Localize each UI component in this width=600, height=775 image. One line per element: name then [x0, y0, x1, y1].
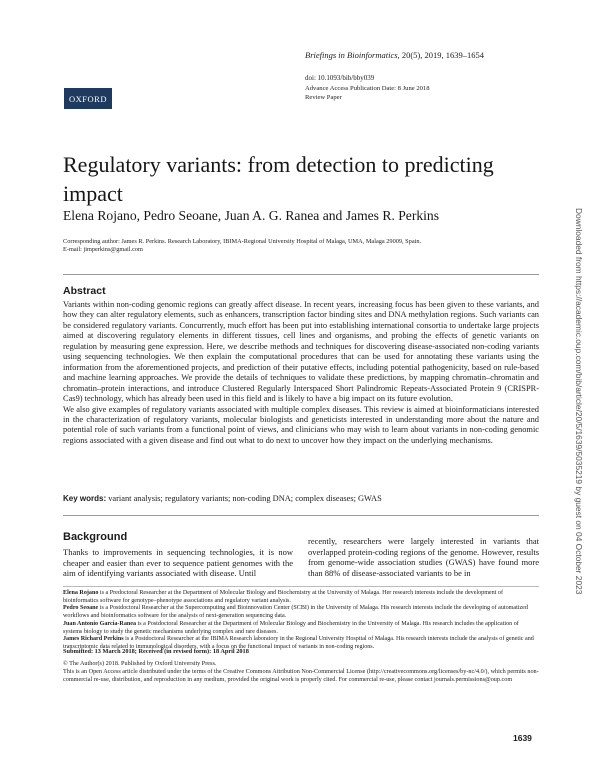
- bio-name: James Richard Perkins: [63, 636, 124, 643]
- background-column-1: Thanks to improvements in sequencing technologies, it is now cheaper and easier than ever to sequence patient genomes with the aim of identifying variants associated with disease. Until: [63, 547, 293, 579]
- bio: [63, 590, 539, 605]
- abstract-heading: Abstract: [63, 285, 106, 297]
- page-number: 1639: [513, 733, 532, 743]
- bio-text: is a Postdoctoral Researcher at the IBIMA Research laboratory in the Regional University Hospital of Malaga. His research interests include the analysis of genetic and transcriptomic data related to immunological disorders, with a focus on the functional impact of variants in non-coding regions.: [63, 636, 534, 650]
- background-column-2: recently, researchers were largely interested in variants that overlapped protein-coding regions of the genome. However, results from genome-wide association studies (GWAS) have found more than 88% of disease-associated variants to be in: [308, 536, 539, 578]
- divider: [63, 586, 539, 587]
- journal-name: Briefings in Bioinformatics,: [305, 50, 400, 60]
- download-note: Downloaded from https://academic.oup.com/bib/article/20/5/1639/5035219 by guest on 04 October 2023: [574, 208, 584, 595]
- bio-name: Juan Antonio García-Ranea: [63, 620, 137, 627]
- article-meta: [305, 74, 430, 103]
- copyright-line: © The Author(s) 2018. Published by Oxford University Press.: [63, 660, 217, 667]
- license-block: [63, 660, 539, 685]
- background-heading: Background: [63, 531, 128, 543]
- bio: [63, 605, 539, 620]
- keywords-text: variant analysis; regulatory variants; non-coding DNA; complex diseases; GWAS: [106, 494, 382, 503]
- doi[interactable]: doi: 10.1093/bib/bby039: [305, 74, 375, 82]
- license-text: This is an Open Access article distributed under the terms of the Creative Commons Attribution Non-Commercial License (http://creativecommons.org/licenses/by-nc/4.0/), which permits non-commercial re-use, distribution, and reproduction in any medium, provided the original work is properly cited. For commercial re-use, please contact journals.permissions@oup.com: [63, 668, 539, 684]
- journal-citation: [305, 50, 484, 60]
- divider: [63, 274, 539, 275]
- corresponding-address: Corresponding author: James R. Perkins. Research Laboratory, IBIMA-Regional University Hospital of Malaga, UMA, Malaga 29009, Spain.: [63, 238, 422, 245]
- bio-name: Pedro Seoane: [63, 605, 99, 612]
- keywords-label: Key words:: [63, 494, 107, 503]
- bio-name: Elena Rojano: [63, 590, 99, 596]
- bio-text: is a Postdoctoral Researcher at the Department of Molecular Biology and Biochemistry in the University of Malaga. His research includes the application of systems biology to study the genetic mechanisms underlying complex and rare diseases.: [63, 620, 519, 635]
- corresponding-email[interactable]: E-mail: jimperkins@gmail.com: [63, 246, 143, 254]
- advance-access-date: Advance Access Publication Date: 8 June 2018: [305, 84, 430, 92]
- article-title: Regulatory variants: from detection to predicting impact: [63, 152, 494, 206]
- divider: [63, 515, 539, 516]
- submission-dates: Submitted: 13 March 2018; Received (in revised form): 18 April 2018: [63, 648, 249, 655]
- abstract-paragraph-1: Variants within non-coding genomic regions can greatly affect disease. In recent years, increasing focus has been given to these variants, and how they can alter regulatory elements, such as enhancers, transcription factor binding sites and DNA methylation regions. Such variants can be considered regulatory variants. Concurrently, much effort has been put into establishing international consortia to undertake large projects aimed at discovering regulatory elements in different tissues, cell lines and organisms, and probing the effects of genetic variants on regulation by measuring gene expression. Here, we describe methods and techniques for discovering disease-associated non-coding variants using sequencing technologies. We then explain the computational procedures that can be used for annotating these variants using the information from the aforementioned projects, and prediction of their putative effects, including potential pathogenicity, based on rule-based and machine learning approaches. We provide the details of techniques to validate these predictions, by mapping chromatin–chromatin and chromatin–protein interactions, and introduce Clustered Regularly Interspaced Short Palindromic Repeats-Associated Protein 9 (CRISPR-Cas9) technology, which has already been used in this field and is likely to have a big impact on its future evolution.: [63, 300, 539, 404]
- journal-volume: 20(5), 2019, 1639–1654: [399, 50, 484, 60]
- bio-text: is a Postdoctoral Researcher at the Supercomputing and Bioinnovation Center (SCBI) in the University of Malaga. His research interests include the developing of automatized workflows and bioinformatics software for the analysis of next-generation sequencing data.: [63, 605, 528, 620]
- author-bios: [63, 590, 539, 652]
- download-watermark: [568, 208, 588, 678]
- corresponding-author: [63, 238, 533, 255]
- bio: [63, 621, 539, 636]
- keywords: [63, 494, 539, 504]
- abstract-body: [63, 300, 539, 446]
- oxford-logo: OXFORD: [64, 88, 112, 109]
- bio-text: is a Predoctoral Researcher at the Department of Molecular Biology and Biochemistry at the University of Malaga. Her research interests include the development of bioinformatics software for genotype–phenotype associations and regulatory variant analysis.: [63, 590, 503, 604]
- abstract-paragraph-2: We also give examples of regulatory variants associated with multiple complex diseases. This review is aimed at bioinformaticians interested in the characterization of regulatory variants, molecular biologists and geneticists interested in understanding more about the nature and potential role of such variants from a functional point of views, and clinicians who may wish to learn about variants in non-coding genomic regions associated with a given disease and find out what to do next to uncover how they impact on the underlying mechanisms.: [63, 404, 539, 445]
- author-list: Elena Rojano, Pedro Seoane, Juan A. G. Ranea and James R. Perkins: [63, 208, 440, 223]
- article-type: Review Paper: [305, 94, 342, 102]
